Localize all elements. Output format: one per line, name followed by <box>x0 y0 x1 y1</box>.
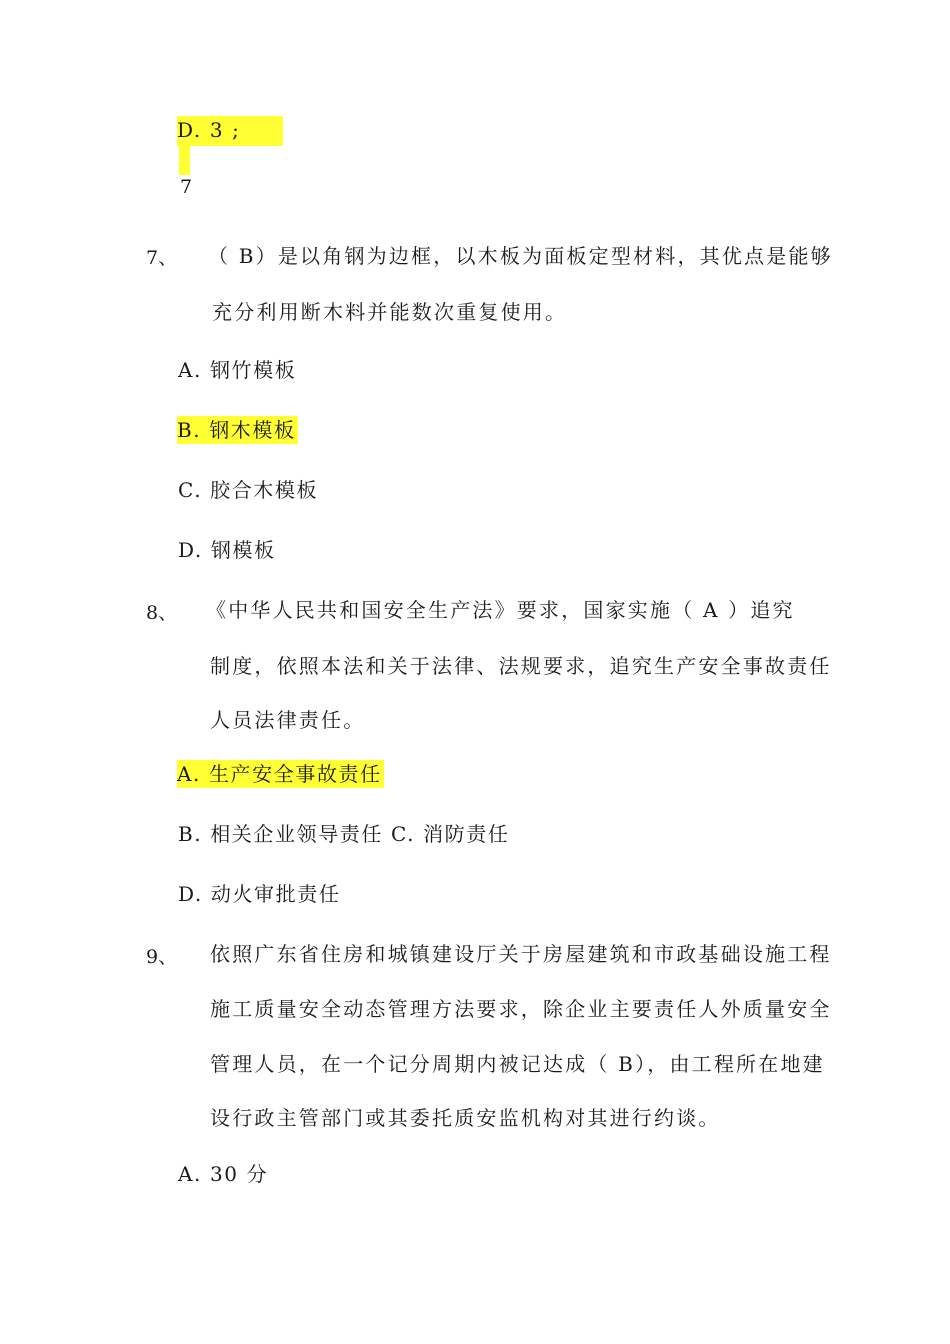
question-8-option-a-answer: A. 生产安全事故责任 <box>177 762 382 786</box>
question-7-option-b-answer: B. 钢木模板 <box>177 418 296 442</box>
question-8-option-d: D. 动火审批责任 <box>178 882 341 906</box>
highlight-bar <box>179 146 190 175</box>
option-d-prev: D. 3 ; <box>177 116 283 146</box>
question-8-line-1: 《中华人民共和国安全生产法》要求，国家实施（ A ）追究 <box>206 598 795 622</box>
question-7-option-c: C. 胶合木模板 <box>178 478 319 502</box>
question-8-option-b-c: B. 相关企业领导责任 C. 消防责任 <box>178 822 510 846</box>
question-7-line-1: （ B）是以角钢为边框，以木板为面板定型材料，其优点是能够 <box>208 244 833 268</box>
question-7-option-d: D. 钢模板 <box>178 538 276 562</box>
question-number-9: 9、 <box>146 946 178 968</box>
question-8-line-2: 制度，依照本法和关于法律、法规要求，追究生产安全事故责任 <box>210 654 832 678</box>
question-number-8: 8、 <box>146 602 178 624</box>
question-9-line-4: 设行政主管部门或其委托质安监机构对其进行约谈。 <box>210 1106 721 1130</box>
stray-number: 7 <box>180 176 193 198</box>
question-9-option-a: A. 30 分 <box>178 1162 269 1186</box>
question-9-line-2: 施工质量安全动态管理方法要求，除企业主要责任人外质量安全 <box>210 997 832 1021</box>
question-number-7: 7、 <box>146 247 178 269</box>
question-9-line-1: 依照广东省住房和城镇建设厅关于房屋建筑和市政基础设施工程 <box>210 942 832 966</box>
question-8-line-3: 人员法律责任。 <box>210 708 366 732</box>
question-7-option-a: A. 钢竹模板 <box>178 358 297 382</box>
question-7-line-2: 充分利用断木料并能数次重复使用。 <box>212 300 568 324</box>
question-9-line-3: 管理人员，在一个记分周期内被记达成（ B），由工程所在地建 <box>210 1052 825 1076</box>
